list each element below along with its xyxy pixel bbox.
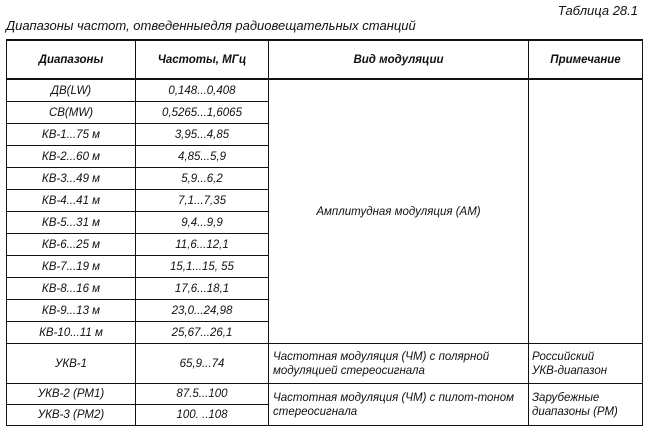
band-cell: КВ-9...13 м: [7, 300, 136, 322]
modulation-text-line: Частотная модуляция (ЧМ) с пилот-тоном: [273, 391, 515, 404]
table-number: Таблица 28.1: [557, 3, 638, 18]
frequency-table: [6, 39, 643, 426]
band-cell: КВ-2...60 м: [7, 146, 136, 168]
frequency-cell: 87.5...100: [136, 384, 269, 405]
column-header-frequencies: Частоты, МГц: [136, 40, 269, 79]
frequency-cell: 0,148...0,408: [136, 79, 269, 102]
note-cell-fm-pilot: [529, 384, 643, 426]
band-cell: УКВ-1: [7, 344, 136, 384]
table-caption: Диапазоны частот, отведенныедля радиовещательных станций: [6, 18, 416, 33]
modulation-cell-fm-polar: [269, 344, 529, 384]
table-row: [7, 79, 643, 102]
frequency-cell: 11,6...12,1: [136, 234, 269, 256]
modulation-cell-am: Амплитудная модуляция (АМ): [269, 79, 529, 344]
column-header-note: Примечание: [529, 40, 643, 79]
table-row: [7, 344, 643, 384]
frequency-cell: 4,85...5,9: [136, 146, 269, 168]
band-cell: КВ-3...49 м: [7, 168, 136, 190]
band-cell: КВ-6...25 м: [7, 234, 136, 256]
modulation-text-line: стереосигнала: [273, 405, 358, 418]
modulation-cell-fm-pilot: [269, 384, 529, 426]
note-cell-am: [529, 79, 643, 344]
note-text-line: Зарубежные: [532, 391, 600, 404]
frequency-cell: 7,1...7,35: [136, 190, 269, 212]
column-header-modulation: Вид модуляции: [269, 40, 529, 79]
note-text-line: Российский: [532, 350, 595, 363]
column-header-bands: Диапазоны: [7, 40, 136, 79]
frequency-cell: 15,1...15, 55: [136, 256, 269, 278]
band-cell: КВ-4...41 м: [7, 190, 136, 212]
frequency-cell: 5,9...6,2: [136, 168, 269, 190]
band-cell: КВ-10...11 м: [7, 322, 136, 344]
frequency-cell: 23,0...24,98: [136, 300, 269, 322]
frequency-cell: 3,95...4,85: [136, 124, 269, 146]
table-row: [7, 384, 643, 405]
band-cell: ДВ(LW): [7, 79, 136, 102]
band-cell: УКВ-3 (РМ2): [7, 405, 136, 426]
note-cell-fm-polar: [529, 344, 643, 384]
band-cell: КВ-8...16 м: [7, 278, 136, 300]
band-cell: КВ-5...31 м: [7, 212, 136, 234]
band-cell: КВ-1...75 м: [7, 124, 136, 146]
caption-area: [6, 2, 644, 38]
modulation-text-line: Частотная модуляция (ЧМ) с полярной: [273, 350, 490, 363]
modulation-text-line: модуляцией стереосигнала: [273, 364, 425, 377]
header-row: [7, 40, 643, 79]
note-text-line: УКВ-диапазон: [532, 364, 608, 377]
band-cell: КВ-7...19 м: [7, 256, 136, 278]
frequency-cell: 25,67...26,1: [136, 322, 269, 344]
frequency-cell: 9,4...9,9: [136, 212, 269, 234]
frequency-cell: 0,5265...1,6065: [136, 102, 269, 124]
band-cell: УКВ-2 (РМ1): [7, 384, 136, 405]
frequency-cell: 100. ..108: [136, 405, 269, 426]
band-cell: СВ(MW): [7, 102, 136, 124]
frequency-cell: 17,6...18,1: [136, 278, 269, 300]
note-text-line: диапазоны (РМ): [532, 405, 618, 418]
frequency-cell: 65,9...74: [136, 344, 269, 384]
